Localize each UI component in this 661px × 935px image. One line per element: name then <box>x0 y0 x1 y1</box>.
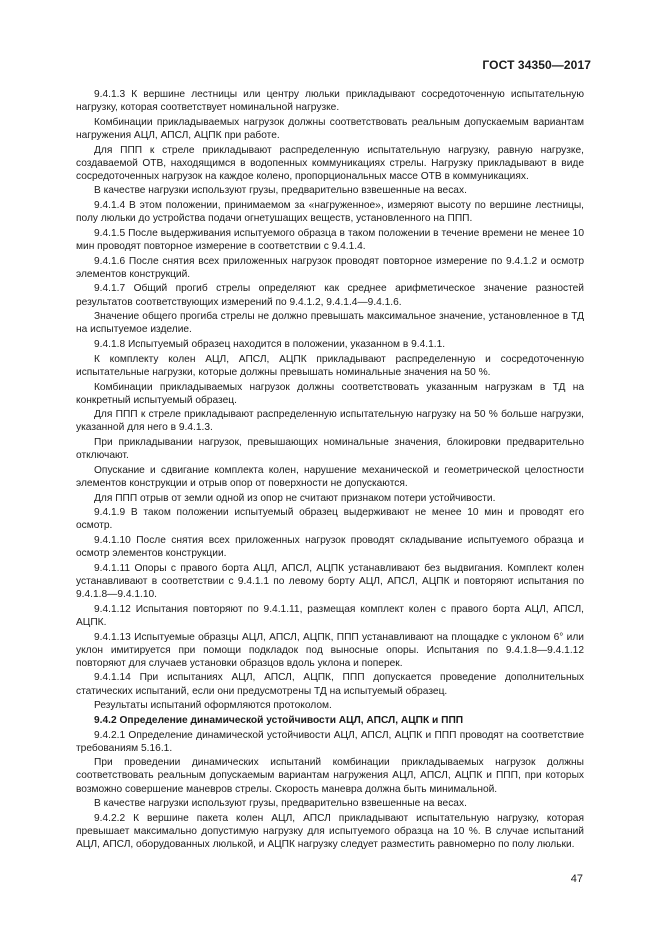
paragraph: 9.4.2.1 Определение динамической устойчивости АЦЛ, АПСЛ, АЦПК и ППП проводят на соответствие требованиям 5.16.1. <box>76 729 584 754</box>
paragraph: В качестве нагрузки используют грузы, предварительно взвешенные на весах. <box>94 185 467 197</box>
paragraph: При проведении динамических испытаний комбинации прикладываемых нагрузок должны соответствовать реальным допускаемым вариантам нагружения АЦЛ, АПСЛ, АЦПК и ППП, при которых возможно совершение маневров стрелы. Скорость маневра должна быть минимальной. <box>76 757 584 795</box>
paragraph: Опускание и сдвигание комплекта колен, нарушение механической и геометрической целостности элементов конструкции и отрыв опор от поверхности не допускаются. <box>76 464 584 489</box>
paragraph: 9.4.1.14 При испытаниях АЦЛ, АПСЛ, АЦПК, ППП допускается проведение дополнительных статических испытаний, если они предусмотрены ТД на испытуемый образец. <box>76 672 584 697</box>
paragraph: 9.4.1.3 К вершине лестницы или центру люльки прикладывают сосредоточенную испытательную нагрузку, которая соответствует номинальной нагрузке. <box>76 89 584 114</box>
section-heading: 9.4.2 Определение динамической устойчивости АЦЛ, АПСЛ, АЦПК и ППП <box>94 714 464 726</box>
document-body <box>76 88 584 853</box>
paragraph: 9.4.1.7 Общий прогиб стрелы определяют как среднее арифметическое значение разностей результатов соответствующих измерений по 9.4.1.2, 9.4.1.4—9.4.1.6. <box>76 283 584 308</box>
page-number: 47 <box>570 873 583 885</box>
paragraph: Для ППП к стреле прикладывают распределенную испытательную нагрузку на 50 % больше нагрузки, указанной для него в 9.4.1.3. <box>76 409 584 434</box>
paragraph: 9.4.1.10 После снятия всех приложенных нагрузок проводят складывание испытуемого образца и осмотр элементов конструкции. <box>76 535 584 560</box>
paragraph: 9.4.1.6 После снятия всех приложенных нагрузок проводят повторное измерение по 9.4.1.2 и осмотр элементов конструкций. <box>76 255 584 280</box>
paragraph: 9.4.1.8 Испытуемый образец находится в положении, указанном в 9.4.1.1. <box>94 339 446 351</box>
paragraph: 9.4.1.5 После выдерживания испытуемого образца в таком положении в течение времени не менее 10 мин проводят повторное измерение в соответствии с 9.4.1.4. <box>76 227 584 252</box>
paragraph: 9.4.1.9 В таком положении испытуемый образец выдерживают не менее 10 мин и проводят его осмотр. <box>76 507 584 532</box>
paragraph: В качестве нагрузки используют грузы, предварительно взвешенные на весах. <box>94 798 467 810</box>
paragraph: Для ППП к стреле прикладывают распределенную испытательную нагрузку, равную нагрузке, создаваемой ОТВ, находящимся в водопенных коммуникациях стрелы. Нагрузку прикладывают в виде сосредоточенных нагрузок на каждое колено, пропорциональных массе ОТВ в коммуникациях. <box>76 144 584 182</box>
document-code: ГОСТ 34350—2017 <box>482 58 591 72</box>
paragraph: Значение общего прогиба стрелы не должно превышать максимальное значение, установленное в ТД на испытуемое изделие. <box>76 311 584 336</box>
paragraph: Комбинации прикладываемых нагрузок должны соответствовать реальным допускаемым вариантам нагружения АЦЛ, АПСЛ, АЦПК при работе. <box>76 116 584 141</box>
paragraph: 9.4.1.11 Опоры с правого борта АЦЛ, АПСЛ, АЦПК устанавливают без выдвигания. Комплект колен устанавливают в соответствии с 9.4.1.1 по левому борту АЦЛ, АПСЛ, АЦПК и повторяют испытания по 9.4.1.8—9.4.1.10. <box>76 562 584 601</box>
paragraph: 9.4.2.2 К вершине пакета колен АЦЛ, АПСЛ прикладывают испытательную нагрузку, которая превышает максимально допустимую нагрузку для испытуемого образца на 10 %. В случае испытаний АЦЛ, АПСЛ, оборудованных люлькой, и АЦПК нагрузку следует разместить равномерно по полу люльки. <box>76 812 584 851</box>
paragraph: При прикладывании нагрузок, превышающих номинальные значения, блокировки предварительно отключают. <box>76 437 584 462</box>
paragraph: 9.4.1.4 В этом положении, принимаемом за «нагруженное», измеряют высоту по вершине лестницы, полу люльки до устройства подачи огнетушащих веществ, установленного на ППП. <box>76 200 584 225</box>
paragraph: Для ППП отрыв от земли одной из опор не считают признаком потери устойчивости. <box>94 492 496 504</box>
paragraph: Комбинации прикладываемых нагрузок должны соответствовать указанным нагрузкам в ТД на конкретный испытуемый образец. <box>76 381 584 406</box>
paragraph: 9.4.1.12 Испытания повторяют по 9.4.1.11, размещая комплект колен с правого борта АЦЛ, АПСЛ, АЦПК. <box>76 603 584 628</box>
paragraph: Результаты испытаний оформляются протоколом. <box>94 700 332 712</box>
paragraph: 9.4.1.13 Испытуемые образцы АЦЛ, АПСЛ, АЦПК, ППП устанавливают на площадке с уклоном 6° или уклон имитируется при помощи подкладок под выносные опоры. Испытания по 9.4.1.8—9.4.1.12 повторяют для случаев установки образцов вдоль уклона и поперек. <box>76 631 584 669</box>
paragraph: К комплекту колен АЦЛ, АПСЛ, АЦПК прикладывают распределенную и сосредоточенную испытательные нагрузки, которые должны превышать номинальные значения на 50 %. <box>76 353 584 378</box>
